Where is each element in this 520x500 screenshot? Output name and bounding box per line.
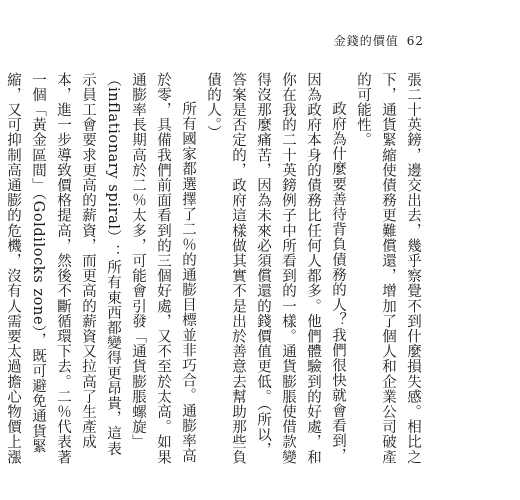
- paragraph-2: 政府為什麼要善待背負債務的人？我們很快就會看到，因為政府本身的債務比任何人都多。他們體驗到的好處，和你在我的二十英鎊例子中所看到的一樣。通貨膨脹使借款變得沒那麼痛苦，因為未來必須償還的錢價值更低。（所以，答案是否定的，政府這樣做其實不是出於善意去幫助那些負債的人。）: [205, 72, 346, 465]
- body-text: [5, 72, 425, 467]
- page-number: 62: [406, 34, 424, 48]
- chapter-title: 金錢的價值: [333, 34, 399, 48]
- running-header: [334, 32, 424, 49]
- paragraph-3: 所有國家都選擇了二％的通膨目標並非巧合。通膨率高於零，具備我們前面看到的三個好處，又不至於太高。如果通膨率長期高於二％太多，可能會引發「通貨膨脹螺旋」（inflationary spiral）：所有東西都變得更昂貴，這表示員工會要求更高的薪資，而更高的薪資又拉高了生產成本，進一步導致價格提高，然後不斷循環下去。二％代表著一個「黃金區間」（Goldilocks zone），既可避免通貨緊縮，又可抑制高通膨的危機，沒有人需要太過擔心物價上漲: [5, 72, 196, 465]
- paragraph-1: 張二十英鎊，邊交出去，幾乎察覺不到什麼損失感。相比之下，通貨緊縮使債務更難償還，增加了個人和企業公司破產的可能性。: [355, 72, 421, 465]
